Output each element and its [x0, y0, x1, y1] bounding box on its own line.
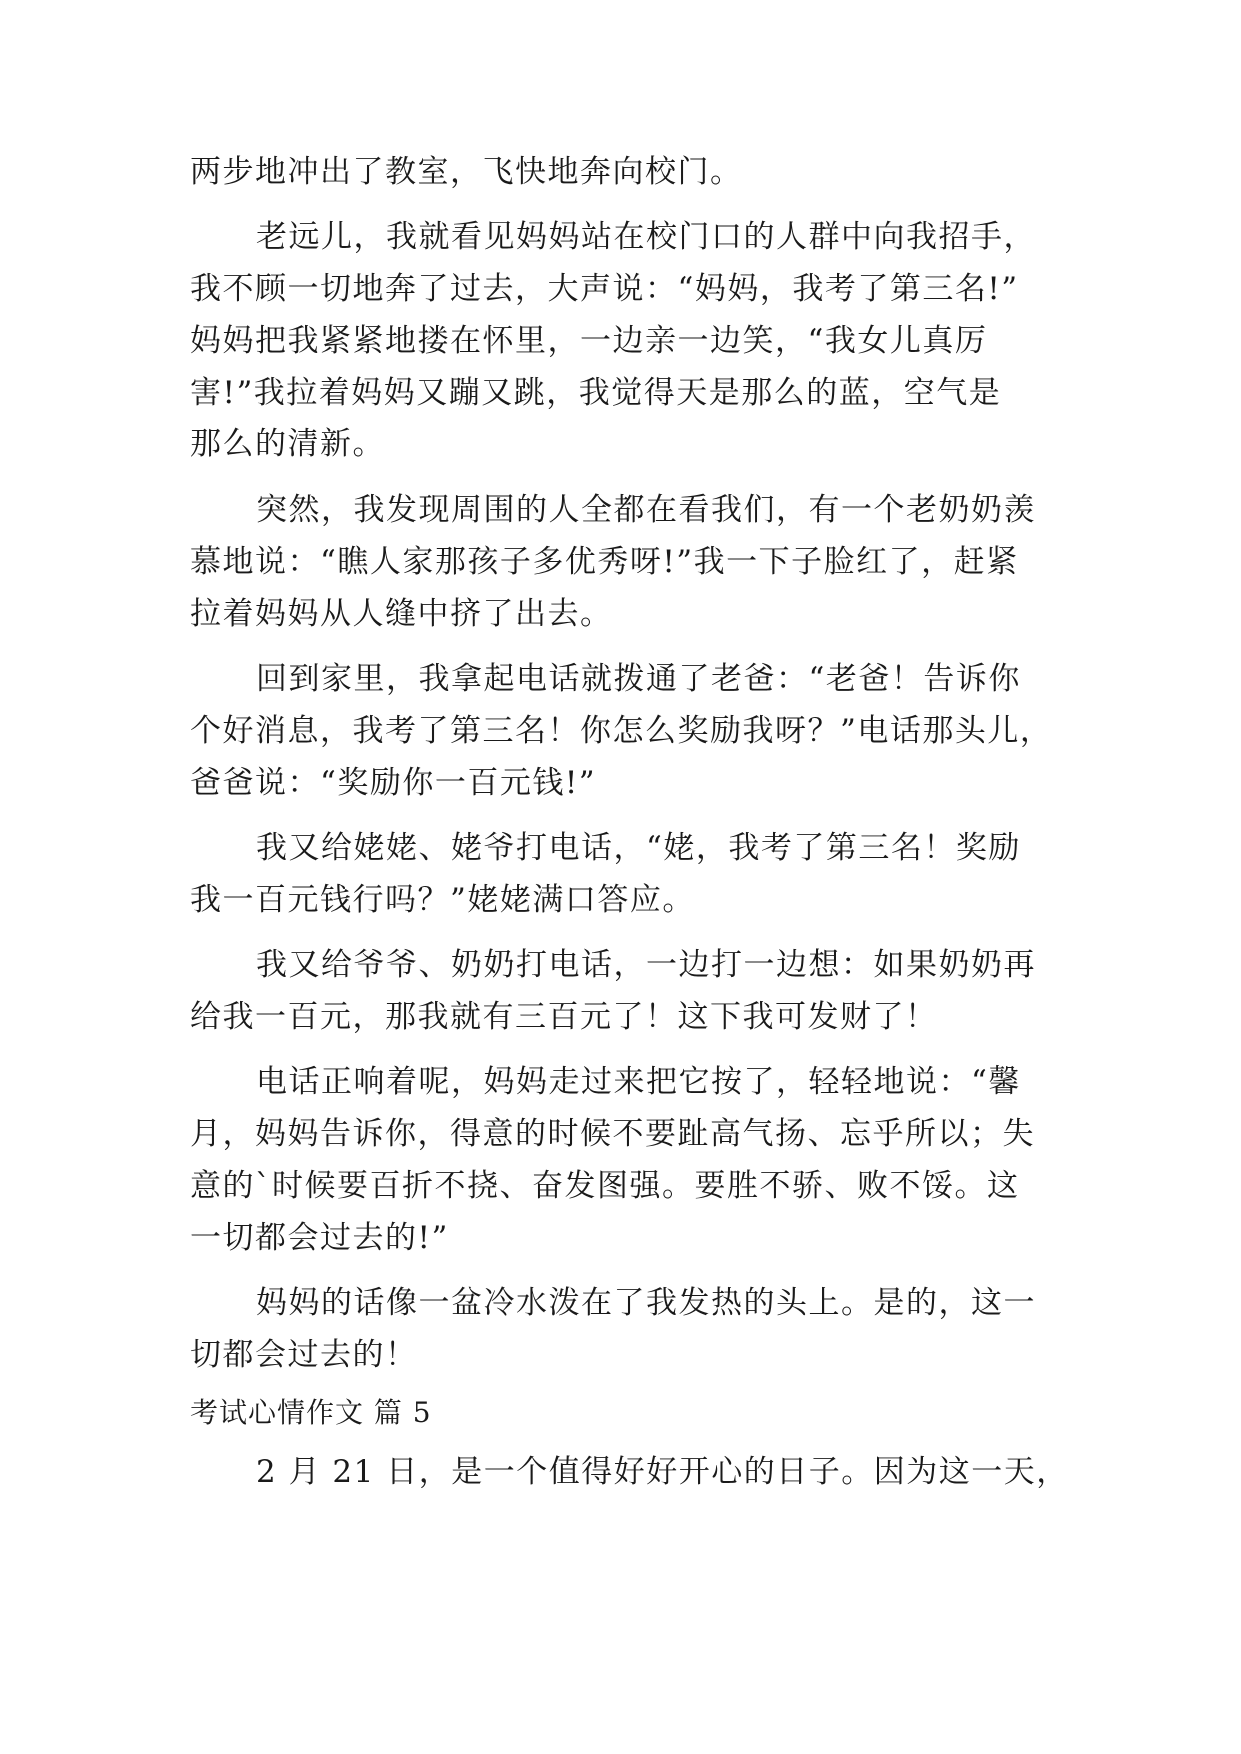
section-heading: 考试心情作文 篇 5	[190, 1396, 432, 1429]
paragraph-line: 老远儿，我就看见妈妈站在校门口的人群中向我招手，	[256, 219, 1036, 255]
paragraph-line: 2 月 21 日，是一个值得好好开心的日子。因为这一天，	[256, 1454, 1069, 1490]
paragraph-line: 慕地说：“瞧人家那孩子多优秀呀!”我一下子脸红了，赶紧	[190, 544, 1019, 580]
paragraph-line: 意的`时候要百折不挠、奋发图强。要胜不骄、败不馁。这	[190, 1168, 1020, 1204]
paragraph-line: 爸爸说：“奖励你一百元钱!”	[190, 765, 597, 801]
paragraph-line: 突然，我发现周围的人全都在看我们，有一个老奶奶羡	[256, 492, 1036, 528]
paragraph-line: 妈妈的话像一盆冷水泼在了我发热的头上。是的，这一	[256, 1285, 1036, 1321]
paragraph-line: 一切都会过去的!”	[190, 1220, 449, 1256]
paragraph-line: 给我一百元，那我就有三百元了！这下我可发财了！	[190, 999, 938, 1035]
paragraph-line: 我又给姥姥、姥爷打电话，“姥，我考了第三名！奖励	[256, 830, 1021, 866]
paragraph-line: 我不顾一切地奔了过去，大声说：“妈妈，我考了第三名!”	[190, 271, 1019, 307]
paragraph-line: 两步地冲出了教室，飞快地奔向校门。	[190, 154, 743, 190]
paragraph-line: 那么的清新。	[190, 426, 385, 462]
paragraph-line: 个好消息，我考了第三名！你怎么奖励我呀？”电话那头儿，	[190, 713, 1053, 749]
paragraph-line: 电话正响着呢，妈妈走过来把它按了，轻轻地说：“馨	[256, 1064, 1021, 1100]
paragraph-line: 切都会过去的！	[190, 1337, 418, 1373]
paragraph-line: 月，妈妈告诉你，得意的时候不要趾高气扬、忘乎所以；失	[190, 1116, 1035, 1152]
paragraph-line: 拉着妈妈从人缝中挤了出去。	[190, 596, 613, 632]
paragraph-line: 回到家里，我拿起电话就拨通了老爸：“老爸！告诉你	[256, 661, 1021, 697]
paragraph-line: 妈妈把我紧紧地搂在怀里，一边亲一边笑，“我女儿真厉	[190, 323, 988, 359]
paragraph-line: 我又给爷爷、奶奶打电话，一边打一边想：如果奶奶再	[256, 947, 1036, 983]
paragraph-line: 我一百元钱行吗？”姥姥满口答应。	[190, 882, 695, 918]
paragraph-line: 害!”我拉着妈妈又蹦又跳，我觉得天是那么的蓝，空气是	[190, 375, 1002, 411]
